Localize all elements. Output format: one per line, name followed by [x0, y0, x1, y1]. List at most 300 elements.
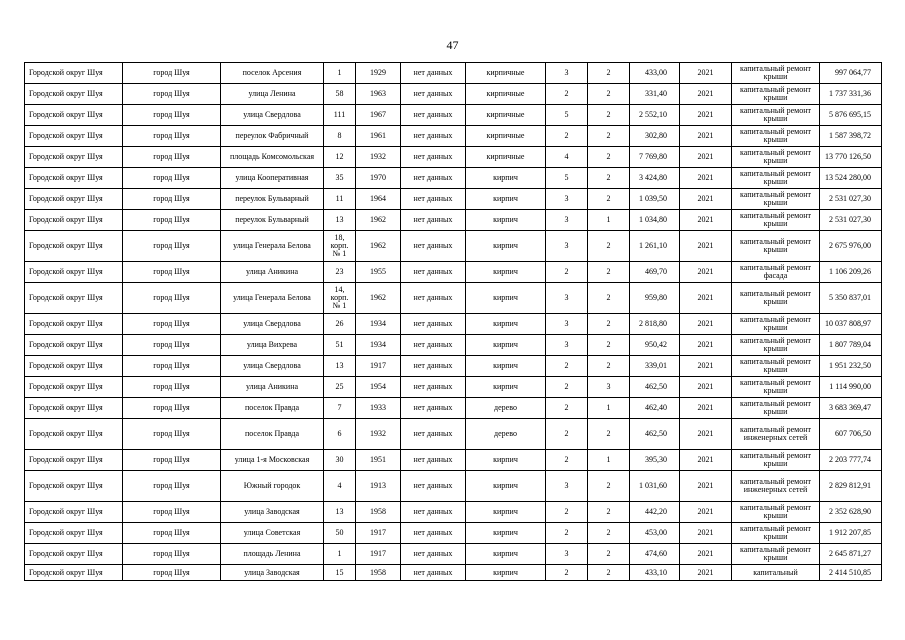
cell-entrances: 1 — [588, 450, 630, 471]
cell-wall-material: кирпичные — [466, 63, 546, 84]
cell-cost: 607 706,50 — [820, 419, 882, 450]
table-row — [25, 126, 882, 147]
cell-district: Городской округ Шуя — [25, 147, 123, 168]
cell-build-year: 1932 — [356, 419, 401, 450]
cell-house-number: 12 — [324, 147, 356, 168]
cell-floors: 5 — [546, 105, 588, 126]
cell-area: 950,42 — [630, 335, 680, 356]
cell-work-type: капитальный ремонт крыши — [732, 84, 820, 105]
cell-work-type: капитальный ремонт крыши — [732, 544, 820, 565]
cell-build-year: 1955 — [356, 262, 401, 283]
cell-city: город Шуя — [123, 544, 221, 565]
table-row — [25, 231, 882, 262]
cell-cost: 1 587 398,72 — [820, 126, 882, 147]
cell-work-type: капитальный ремонт крыши — [732, 502, 820, 523]
cell-cost: 1 106 209,26 — [820, 262, 882, 283]
cell-entrances: 2 — [588, 502, 630, 523]
cell-area: 1 261,10 — [630, 231, 680, 262]
cell-plan-year: 2021 — [680, 168, 732, 189]
cell-district: Городской округ Шуя — [25, 314, 123, 335]
cell-street: улица Аникина — [221, 262, 324, 283]
cell-house-number: 51 — [324, 335, 356, 356]
cell-privatization-year: нет данных — [401, 210, 466, 231]
cell-district: Городской округ Шуя — [25, 356, 123, 377]
cell-build-year: 1967 — [356, 105, 401, 126]
table-row — [25, 544, 882, 565]
cell-wall-material: кирпич — [466, 262, 546, 283]
cell-house-number: 15 — [324, 565, 356, 581]
cell-area: 1 031,60 — [630, 471, 680, 502]
cell-build-year: 1958 — [356, 565, 401, 581]
cell-build-year: 1913 — [356, 471, 401, 502]
cell-city: город Шуя — [123, 314, 221, 335]
cell-area: 474,60 — [630, 544, 680, 565]
cell-privatization-year: нет данных — [401, 398, 466, 419]
cell-house-number: 111 — [324, 105, 356, 126]
cell-cost: 2 531 027,30 — [820, 210, 882, 231]
cell-district: Городской округ Шуя — [25, 471, 123, 502]
cell-privatization-year: нет данных — [401, 544, 466, 565]
cell-floors: 2 — [546, 356, 588, 377]
cell-entrances: 2 — [588, 314, 630, 335]
cell-build-year: 1934 — [356, 314, 401, 335]
table-body — [25, 63, 882, 581]
cell-house-number: 8 — [324, 126, 356, 147]
cell-area: 959,80 — [630, 283, 680, 314]
cell-street: улица Советская — [221, 523, 324, 544]
cell-entrances: 2 — [588, 523, 630, 544]
cell-work-type: капитальный ремонт инженерных сетей — [732, 419, 820, 450]
cell-district: Городской округ Шуя — [25, 502, 123, 523]
cell-work-type: капитальный ремонт фасада — [732, 262, 820, 283]
cell-city: город Шуя — [123, 189, 221, 210]
cell-cost: 1 951 232,50 — [820, 356, 882, 377]
cell-privatization-year: нет данных — [401, 147, 466, 168]
cell-district: Городской округ Шуя — [25, 544, 123, 565]
cell-district: Городской округ Шуя — [25, 105, 123, 126]
cell-street: переулок Бульварный — [221, 210, 324, 231]
cell-privatization-year: нет данных — [401, 502, 466, 523]
cell-entrances: 1 — [588, 398, 630, 419]
cell-city: город Шуя — [123, 450, 221, 471]
cell-street: улица Свердлова — [221, 314, 324, 335]
cell-floors: 2 — [546, 84, 588, 105]
cell-work-type: капитальный ремонт крыши — [732, 377, 820, 398]
cell-cost: 1 114 990,00 — [820, 377, 882, 398]
cell-plan-year: 2021 — [680, 231, 732, 262]
cell-house-number: 13 — [324, 502, 356, 523]
cell-cost: 997 064,77 — [820, 63, 882, 84]
cell-floors: 2 — [546, 398, 588, 419]
cell-house-number: 13 — [324, 356, 356, 377]
cell-area: 7 769,80 — [630, 147, 680, 168]
cell-street: улица Заводская — [221, 502, 324, 523]
cell-house-number: 25 — [324, 377, 356, 398]
cell-cost: 5 350 837,01 — [820, 283, 882, 314]
cell-floors: 3 — [546, 283, 588, 314]
cell-street: улица Аникина — [221, 377, 324, 398]
cell-cost: 13 524 280,00 — [820, 168, 882, 189]
cell-floors: 2 — [546, 450, 588, 471]
cell-privatization-year: нет данных — [401, 283, 466, 314]
table-row — [25, 335, 882, 356]
cell-wall-material: кирпичные — [466, 147, 546, 168]
cell-street: улица 1-я Московская — [221, 450, 324, 471]
cell-build-year: 1962 — [356, 210, 401, 231]
cell-area: 331,40 — [630, 84, 680, 105]
housing-repair-table — [24, 62, 882, 581]
cell-district: Городской округ Шуя — [25, 450, 123, 471]
cell-privatization-year: нет данных — [401, 126, 466, 147]
cell-work-type: капитальный ремонт крыши — [732, 283, 820, 314]
cell-work-type: капитальный ремонт крыши — [732, 147, 820, 168]
table-row — [25, 63, 882, 84]
cell-house-number: 18, корп. № 1 — [324, 231, 356, 262]
cell-cost: 1 912 207,85 — [820, 523, 882, 544]
cell-area: 339,01 — [630, 356, 680, 377]
cell-plan-year: 2021 — [680, 335, 732, 356]
cell-work-type: капитальный ремонт крыши — [732, 398, 820, 419]
cell-city: город Шуя — [123, 63, 221, 84]
cell-district: Городской округ Шуя — [25, 63, 123, 84]
cell-entrances: 2 — [588, 231, 630, 262]
cell-entrances: 2 — [588, 126, 630, 147]
cell-floors: 3 — [546, 189, 588, 210]
cell-floors: 2 — [546, 377, 588, 398]
cell-work-type: капитальный ремонт крыши — [732, 231, 820, 262]
cell-plan-year: 2021 — [680, 544, 732, 565]
cell-floors: 4 — [546, 147, 588, 168]
cell-district: Городской округ Шуя — [25, 565, 123, 581]
cell-entrances: 2 — [588, 283, 630, 314]
cell-cost: 5 876 695,15 — [820, 105, 882, 126]
cell-entrances: 3 — [588, 377, 630, 398]
cell-plan-year: 2021 — [680, 63, 732, 84]
cell-city: город Шуя — [123, 126, 221, 147]
cell-city: город Шуя — [123, 168, 221, 189]
cell-house-number: 23 — [324, 262, 356, 283]
cell-work-type: капитальный ремонт крыши — [732, 210, 820, 231]
cell-privatization-year: нет данных — [401, 419, 466, 450]
table-row — [25, 189, 882, 210]
cell-cost: 2 203 777,74 — [820, 450, 882, 471]
cell-wall-material: кирпич — [466, 523, 546, 544]
cell-plan-year: 2021 — [680, 377, 732, 398]
cell-plan-year: 2021 — [680, 523, 732, 544]
cell-work-type: капитальный ремонт крыши — [732, 63, 820, 84]
cell-privatization-year: нет данных — [401, 314, 466, 335]
cell-street: улица Кооперативная — [221, 168, 324, 189]
cell-floors: 2 — [546, 565, 588, 581]
cell-city: город Шуя — [123, 147, 221, 168]
cell-city: город Шуя — [123, 210, 221, 231]
cell-floors: 3 — [546, 210, 588, 231]
cell-street: улица Генерала Белова — [221, 231, 324, 262]
cell-house-number: 11 — [324, 189, 356, 210]
cell-house-number: 26 — [324, 314, 356, 335]
cell-privatization-year: нет данных — [401, 84, 466, 105]
cell-street: улица Свердлова — [221, 105, 324, 126]
cell-privatization-year: нет данных — [401, 356, 466, 377]
cell-city: город Шуя — [123, 283, 221, 314]
cell-plan-year: 2021 — [680, 419, 732, 450]
cell-house-number: 1 — [324, 544, 356, 565]
cell-floors: 2 — [546, 419, 588, 450]
cell-area: 2 552,10 — [630, 105, 680, 126]
cell-entrances: 2 — [588, 544, 630, 565]
cell-privatization-year: нет данных — [401, 335, 466, 356]
cell-plan-year: 2021 — [680, 356, 732, 377]
cell-build-year: 1929 — [356, 63, 401, 84]
cell-floors: 2 — [546, 262, 588, 283]
cell-city: город Шуя — [123, 471, 221, 502]
cell-house-number: 30 — [324, 450, 356, 471]
cell-area: 442,20 — [630, 502, 680, 523]
cell-city: город Шуя — [123, 335, 221, 356]
cell-floors: 3 — [546, 544, 588, 565]
cell-build-year: 1961 — [356, 126, 401, 147]
cell-street: площадь Ленина — [221, 544, 324, 565]
table-row — [25, 314, 882, 335]
cell-entrances: 2 — [588, 335, 630, 356]
cell-cost: 1 737 331,36 — [820, 84, 882, 105]
cell-cost: 2 675 976,00 — [820, 231, 882, 262]
cell-house-number: 50 — [324, 523, 356, 544]
cell-entrances: 2 — [588, 63, 630, 84]
cell-district: Городской округ Шуя — [25, 523, 123, 544]
cell-street: улица Заводская — [221, 565, 324, 581]
cell-cost: 2 645 871,27 — [820, 544, 882, 565]
cell-city: город Шуя — [123, 84, 221, 105]
cell-build-year: 1954 — [356, 377, 401, 398]
cell-plan-year: 2021 — [680, 398, 732, 419]
cell-street: поселок Правда — [221, 398, 324, 419]
cell-area: 395,30 — [630, 450, 680, 471]
cell-wall-material: кирпичные — [466, 126, 546, 147]
cell-cost: 1 807 789,04 — [820, 335, 882, 356]
table-row — [25, 502, 882, 523]
cell-wall-material: кирпич — [466, 356, 546, 377]
cell-district: Городской округ Шуя — [25, 377, 123, 398]
cell-floors: 3 — [546, 231, 588, 262]
cell-work-type: капитальный ремонт крыши — [732, 314, 820, 335]
table-row — [25, 147, 882, 168]
cell-entrances: 2 — [588, 84, 630, 105]
cell-plan-year: 2021 — [680, 210, 732, 231]
cell-plan-year: 2021 — [680, 105, 732, 126]
table-row — [25, 168, 882, 189]
cell-house-number: 14, корп. № 1 — [324, 283, 356, 314]
cell-build-year: 1958 — [356, 502, 401, 523]
cell-district: Городской округ Шуя — [25, 335, 123, 356]
cell-floors: 3 — [546, 314, 588, 335]
cell-build-year: 1917 — [356, 356, 401, 377]
cell-privatization-year: нет данных — [401, 471, 466, 502]
cell-entrances: 2 — [588, 565, 630, 581]
table-row — [25, 523, 882, 544]
cell-wall-material: кирпич — [466, 471, 546, 502]
cell-entrances: 2 — [588, 168, 630, 189]
cell-city: город Шуя — [123, 105, 221, 126]
cell-cost: 2 352 628,90 — [820, 502, 882, 523]
cell-area: 3 424,80 — [630, 168, 680, 189]
cell-district: Городской округ Шуя — [25, 84, 123, 105]
cell-build-year: 1951 — [356, 450, 401, 471]
cell-entrances: 2 — [588, 262, 630, 283]
cell-floors: 2 — [546, 502, 588, 523]
cell-work-type: капитальный ремонт крыши — [732, 523, 820, 544]
cell-privatization-year: нет данных — [401, 262, 466, 283]
cell-privatization-year: нет данных — [401, 105, 466, 126]
cell-district: Городской округ Шуя — [25, 398, 123, 419]
cell-build-year: 1917 — [356, 523, 401, 544]
cell-build-year: 1932 — [356, 147, 401, 168]
cell-plan-year: 2021 — [680, 126, 732, 147]
cell-work-type: капитальный ремонт крыши — [732, 105, 820, 126]
cell-house-number: 7 — [324, 398, 356, 419]
table-row — [25, 210, 882, 231]
cell-floors: 2 — [546, 126, 588, 147]
cell-district: Городской округ Шуя — [25, 189, 123, 210]
cell-street: улица Ленина — [221, 84, 324, 105]
cell-cost: 2 531 027,30 — [820, 189, 882, 210]
table-row — [25, 419, 882, 450]
cell-area: 433,10 — [630, 565, 680, 581]
cell-wall-material: кирпич — [466, 189, 546, 210]
cell-area: 433,00 — [630, 63, 680, 84]
cell-area: 1 034,80 — [630, 210, 680, 231]
cell-district: Городской округ Шуя — [25, 283, 123, 314]
cell-work-type: капитальный ремонт крыши — [732, 335, 820, 356]
cell-house-number: 13 — [324, 210, 356, 231]
cell-city: город Шуя — [123, 377, 221, 398]
cell-wall-material: кирпич — [466, 314, 546, 335]
cell-privatization-year: нет данных — [401, 63, 466, 84]
cell-wall-material: кирпич — [466, 335, 546, 356]
cell-floors: 3 — [546, 335, 588, 356]
cell-area: 462,50 — [630, 419, 680, 450]
cell-area: 453,00 — [630, 523, 680, 544]
cell-build-year: 1934 — [356, 335, 401, 356]
cell-district: Городской округ Шуя — [25, 262, 123, 283]
cell-work-type: капитальный — [732, 565, 820, 581]
cell-street: улица Свердлова — [221, 356, 324, 377]
table-row — [25, 84, 882, 105]
cell-street: переулок Бульварный — [221, 189, 324, 210]
cell-build-year: 1917 — [356, 544, 401, 565]
cell-street: площадь Комсомольская — [221, 147, 324, 168]
cell-privatization-year: нет данных — [401, 189, 466, 210]
cell-wall-material: кирпичные — [466, 105, 546, 126]
cell-plan-year: 2021 — [680, 262, 732, 283]
cell-district: Городской округ Шуя — [25, 419, 123, 450]
cell-wall-material: кирпич — [466, 544, 546, 565]
cell-entrances: 1 — [588, 210, 630, 231]
table-row — [25, 262, 882, 283]
cell-area: 2 818,80 — [630, 314, 680, 335]
cell-area: 462,40 — [630, 398, 680, 419]
cell-wall-material: кирпич — [466, 565, 546, 581]
cell-wall-material: кирпич — [466, 450, 546, 471]
cell-build-year: 1970 — [356, 168, 401, 189]
cell-district: Городской округ Шуя — [25, 168, 123, 189]
cell-plan-year: 2021 — [680, 84, 732, 105]
cell-wall-material: кирпич — [466, 168, 546, 189]
cell-plan-year: 2021 — [680, 450, 732, 471]
cell-build-year: 1962 — [356, 283, 401, 314]
cell-plan-year: 2021 — [680, 502, 732, 523]
cell-build-year: 1933 — [356, 398, 401, 419]
table-row — [25, 471, 882, 502]
cell-floors: 3 — [546, 63, 588, 84]
cell-district: Городской округ Шуя — [25, 210, 123, 231]
cell-build-year: 1963 — [356, 84, 401, 105]
cell-work-type: капитальный ремонт крыши — [732, 126, 820, 147]
cell-work-type: капитальный ремонт крыши — [732, 356, 820, 377]
cell-city: город Шуя — [123, 262, 221, 283]
table-row — [25, 377, 882, 398]
cell-work-type: капитальный ремонт инженерных сетей — [732, 471, 820, 502]
cell-city: город Шуя — [123, 419, 221, 450]
cell-wall-material: кирпич — [466, 231, 546, 262]
cell-area: 1 039,50 — [630, 189, 680, 210]
cell-build-year: 1964 — [356, 189, 401, 210]
table-row — [25, 283, 882, 314]
cell-house-number: 1 — [324, 63, 356, 84]
cell-street: переулок Фабричный — [221, 126, 324, 147]
cell-plan-year: 2021 — [680, 189, 732, 210]
cell-wall-material: кирпич — [466, 502, 546, 523]
cell-work-type: капитальный ремонт крыши — [732, 450, 820, 471]
table-row — [25, 398, 882, 419]
cell-cost: 13 770 126,50 — [820, 147, 882, 168]
table-row — [25, 565, 882, 581]
cell-area: 469,70 — [630, 262, 680, 283]
cell-city: город Шуя — [123, 502, 221, 523]
cell-wall-material: кирпич — [466, 283, 546, 314]
cell-entrances: 2 — [588, 356, 630, 377]
cell-plan-year: 2021 — [680, 565, 732, 581]
cell-work-type: капитальный ремонт крыши — [732, 168, 820, 189]
cell-cost: 3 683 369,47 — [820, 398, 882, 419]
cell-city: город Шуя — [123, 565, 221, 581]
cell-plan-year: 2021 — [680, 314, 732, 335]
cell-wall-material: дерево — [466, 419, 546, 450]
cell-floors: 5 — [546, 168, 588, 189]
cell-floors: 3 — [546, 471, 588, 502]
cell-privatization-year: нет данных — [401, 231, 466, 262]
cell-house-number: 6 — [324, 419, 356, 450]
cell-cost: 2 829 812,91 — [820, 471, 882, 502]
table-row — [25, 105, 882, 126]
cell-street: улица Генерала Белова — [221, 283, 324, 314]
cell-plan-year: 2021 — [680, 471, 732, 502]
cell-wall-material: кирпич — [466, 377, 546, 398]
cell-wall-material: кирпичные — [466, 84, 546, 105]
cell-privatization-year: нет данных — [401, 377, 466, 398]
cell-privatization-year: нет данных — [401, 450, 466, 471]
cell-privatization-year: нет данных — [401, 523, 466, 544]
cell-entrances: 2 — [588, 471, 630, 502]
cell-cost: 10 037 808,97 — [820, 314, 882, 335]
cell-house-number: 4 — [324, 471, 356, 502]
cell-area: 302,80 — [630, 126, 680, 147]
cell-cost: 2 414 510,85 — [820, 565, 882, 581]
cell-entrances: 2 — [588, 189, 630, 210]
cell-work-type: капитальный ремонт крыши — [732, 189, 820, 210]
cell-street: поселок Арсения — [221, 63, 324, 84]
cell-plan-year: 2021 — [680, 283, 732, 314]
